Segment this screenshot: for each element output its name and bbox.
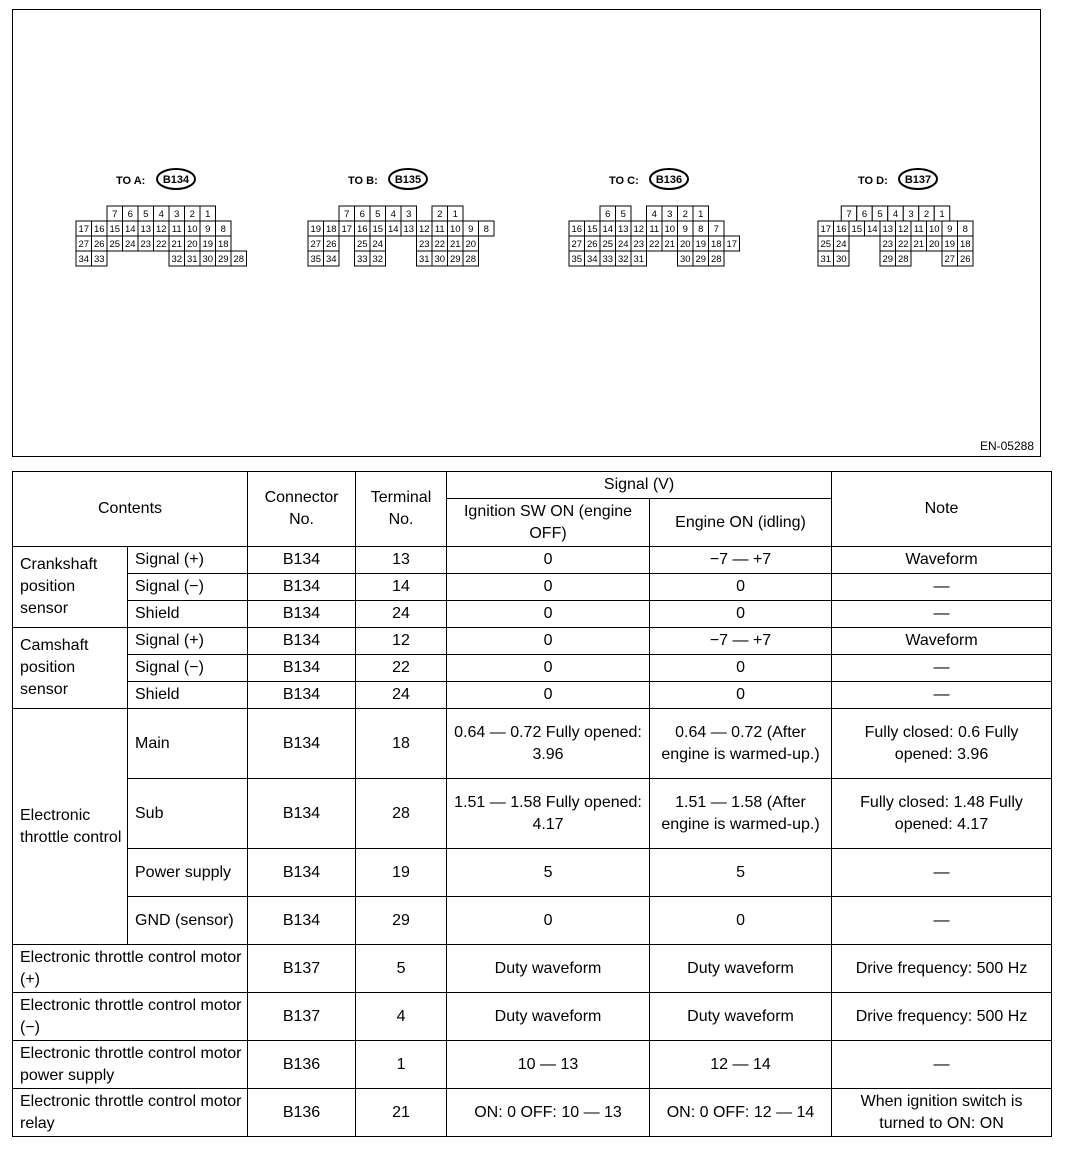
pin-number: 16	[571, 224, 583, 235]
row-terminal: 13	[356, 547, 447, 574]
pin-number: 3	[667, 209, 673, 220]
pin-number: 1	[452, 209, 458, 220]
row-terminal: 18	[356, 709, 447, 779]
row-ignition-on: Duty waveform	[447, 993, 650, 1041]
row-connector: B136	[248, 1041, 356, 1089]
pin-number: 2	[189, 209, 195, 220]
pin-number: 9	[682, 224, 688, 235]
header-ignition-on: Ignition SW ON (engine OFF)	[447, 499, 650, 547]
header-engine-on: Engine ON (idling)	[650, 499, 832, 547]
row-ignition-on: Duty waveform	[447, 945, 650, 993]
group-crankshaft: Crankshaft position sensor	[13, 547, 128, 628]
header-contents: Contents	[13, 472, 248, 547]
pin-number: 15	[851, 224, 863, 235]
pin-number: 31	[418, 254, 430, 265]
row-connector: B134	[248, 849, 356, 897]
row-terminal: 28	[356, 779, 447, 849]
connector-b136	[569, 169, 740, 266]
row-connector: B134	[248, 709, 356, 779]
group-throttle: Electronic throttle control	[13, 709, 128, 945]
row-ignition-on: 0	[447, 574, 650, 601]
pin-number: 29	[217, 254, 229, 265]
row-terminal: 22	[356, 655, 447, 682]
row-note: —	[832, 849, 1052, 897]
pin-number: 9	[468, 224, 474, 235]
pin-number: 13	[140, 224, 152, 235]
group-camshaft: Camshaft position sensor	[13, 628, 128, 709]
pin-number: 24	[617, 239, 629, 250]
row-ignition-on: 0	[447, 628, 650, 655]
pin-number: 1	[205, 209, 211, 220]
connector-id: B137	[904, 174, 932, 186]
pin-number: 1	[939, 209, 945, 220]
pin-number: 28	[710, 254, 722, 265]
header-note: Note	[832, 472, 1052, 547]
row-terminal: 24	[356, 682, 447, 709]
pin-number: 20	[679, 239, 691, 250]
pin-number: 16	[356, 224, 368, 235]
row-connector: B137	[248, 993, 356, 1041]
pin-number: 15	[109, 224, 121, 235]
row-item: Electronic throttle control motor relay	[13, 1089, 248, 1137]
pin-number: 32	[171, 254, 183, 265]
pin-number: 35	[310, 254, 322, 265]
row-note: Fully closed: 0.6 Fully opened: 3.96	[832, 709, 1052, 779]
pin-number: 8	[483, 224, 489, 235]
row-note: Waveform	[832, 628, 1052, 655]
pin-number: 18	[710, 239, 722, 250]
table-row	[13, 655, 1052, 682]
pin-number: 12	[418, 224, 430, 235]
pin-number: 24	[835, 239, 847, 250]
table-row	[13, 601, 1052, 628]
pin-number: 5	[620, 209, 626, 220]
table-row	[13, 779, 1052, 849]
pin-number: 14	[124, 224, 136, 235]
pin-number: 8	[962, 224, 968, 235]
table-row	[13, 547, 1052, 574]
pin-number: 3	[908, 209, 914, 220]
row-ignition-on: 0.64 — 0.72 Fully opened: 3.96	[447, 709, 650, 779]
pin-number: 16	[93, 224, 105, 235]
row-item: Power supply	[128, 849, 248, 897]
pin-number: 23	[633, 239, 645, 250]
pin-number: 7	[344, 209, 350, 220]
table-row	[13, 849, 1052, 897]
pin-number: 25	[602, 239, 614, 250]
table-row	[13, 628, 1052, 655]
pin-number: 28	[465, 254, 477, 265]
pin-number: 10	[449, 224, 461, 235]
row-engine-on: 0	[650, 574, 832, 601]
row-ignition-on: 1.51 — 1.58 Fully opened: 4.17	[447, 779, 650, 849]
row-connector: B134	[248, 779, 356, 849]
row-terminal: 12	[356, 628, 447, 655]
row-ignition-on: 0	[447, 655, 650, 682]
pin-number: 30	[434, 254, 446, 265]
row-ignition-on: ON: 0 OFF: 10 — 13	[447, 1089, 650, 1137]
table-row	[13, 1041, 1052, 1089]
row-ignition-on: 0	[447, 897, 650, 945]
pin-number: 28	[897, 254, 909, 265]
pin-number: 24	[372, 239, 384, 250]
pin-number: 29	[882, 254, 894, 265]
row-terminal: 5	[356, 945, 447, 993]
connector-label: TO B:	[348, 175, 378, 187]
table-row	[13, 1089, 1052, 1137]
row-note: Waveform	[832, 547, 1052, 574]
pin-number: 2	[682, 209, 688, 220]
pin-number: 25	[820, 239, 832, 250]
pin-number: 33	[602, 254, 614, 265]
row-terminal: 4	[356, 993, 447, 1041]
pin-number: 19	[944, 239, 956, 250]
pin-number: 22	[434, 239, 446, 250]
pin-number: 15	[372, 224, 384, 235]
row-note: —	[832, 682, 1052, 709]
row-note: —	[832, 655, 1052, 682]
pin-number: 6	[861, 209, 868, 220]
pin-number: 6	[359, 209, 365, 220]
row-engine-on: 0	[650, 682, 832, 709]
pin-number: 29	[449, 254, 461, 265]
row-item: Electronic throttle control motor (−)	[13, 993, 248, 1041]
row-connector: B134	[248, 682, 356, 709]
pin-number: 13	[882, 224, 894, 235]
row-note: —	[832, 574, 1052, 601]
pin-number: 8	[220, 224, 226, 235]
row-item: Sub	[128, 779, 248, 849]
connector-id: B134	[162, 174, 190, 186]
pin-number: 1	[698, 209, 704, 220]
connector-b135	[308, 169, 494, 266]
pin-number: 2	[437, 209, 443, 220]
pin-number: 17	[726, 239, 738, 250]
row-item: Signal (+)	[128, 628, 248, 655]
table-row	[13, 897, 1052, 945]
row-terminal: 29	[356, 897, 447, 945]
pin-number: 26	[959, 254, 971, 265]
pin-number: 12	[155, 224, 167, 235]
pin-number: 3	[406, 209, 412, 220]
row-item: Electronic throttle control motor power supply	[13, 1041, 248, 1089]
pin-number: 4	[158, 209, 164, 220]
row-engine-on: −7 — +7	[650, 547, 832, 574]
pin-number: 10	[186, 224, 198, 235]
pin-number: 13	[617, 224, 629, 235]
pin-number: 21	[664, 239, 676, 250]
row-item: Signal (+)	[128, 547, 248, 574]
row-item: Main	[128, 709, 248, 779]
pin-number: 19	[202, 239, 214, 250]
pin-number: 25	[356, 239, 368, 250]
row-item: Signal (−)	[128, 574, 248, 601]
connector-label: TO A:	[116, 175, 146, 187]
table-row	[13, 993, 1052, 1041]
row-terminal: 1	[356, 1041, 447, 1089]
pin-number: 4	[390, 209, 396, 220]
row-note: When ignition switch is turned to ON: ON	[832, 1089, 1052, 1137]
header-signal: Signal (V)	[447, 472, 832, 499]
pin-number: 20	[465, 239, 477, 250]
row-item: Shield	[128, 601, 248, 628]
row-note: —	[832, 601, 1052, 628]
pin-number: 30	[679, 254, 691, 265]
pin-number: 26	[325, 239, 337, 250]
pin-number: 18	[959, 239, 971, 250]
row-engine-on: ON: 0 OFF: 12 — 14	[650, 1089, 832, 1137]
pin-number: 20	[186, 239, 198, 250]
connector-id: B136	[655, 174, 683, 186]
pin-number: 17	[341, 224, 353, 235]
row-engine-on: 12 — 14	[650, 1041, 832, 1089]
row-item: Signal (−)	[128, 655, 248, 682]
row-item: Shield	[128, 682, 248, 709]
pin-number: 14	[866, 224, 878, 235]
row-ignition-on: 0	[447, 547, 650, 574]
connector-label: TO C:	[609, 175, 639, 187]
pin-number: 34	[325, 254, 337, 265]
pin-number: 23	[418, 239, 430, 250]
pin-number: 19	[695, 239, 707, 250]
row-item: Electronic throttle control motor (+)	[13, 945, 248, 993]
row-engine-on: 0	[650, 601, 832, 628]
row-terminal: 14	[356, 574, 447, 601]
row-engine-on: 0	[650, 897, 832, 945]
header-terminal: Terminal No.	[356, 472, 447, 547]
row-engine-on: Duty waveform	[650, 945, 832, 993]
row-ignition-on: 5	[447, 849, 650, 897]
pin-number: 12	[633, 224, 645, 235]
row-note: Drive frequency: 500 Hz	[832, 945, 1052, 993]
table-row	[13, 574, 1052, 601]
pin-number: 30	[835, 254, 847, 265]
row-engine-on: −7 — +7	[650, 628, 832, 655]
pin-number: 15	[586, 224, 598, 235]
header-connector: Connector No.	[248, 472, 356, 547]
pin-number: 8	[698, 224, 704, 235]
connector-diagram	[12, 9, 1041, 457]
row-ignition-on: 0	[447, 682, 650, 709]
pin-number: 5	[877, 209, 883, 220]
pin-number: 26	[93, 239, 105, 250]
row-ignition-on: 10 — 13	[447, 1041, 650, 1089]
pin-number: 30	[202, 254, 214, 265]
row-connector: B134	[248, 897, 356, 945]
row-note: Fully closed: 1.48 Fully opened: 4.17	[832, 779, 1052, 849]
pin-number: 4	[892, 209, 899, 220]
pin-number: 31	[820, 254, 832, 265]
row-ignition-on: 0	[447, 601, 650, 628]
connector-b134	[76, 169, 247, 266]
pin-number: 29	[695, 254, 707, 265]
row-terminal: 21	[356, 1089, 447, 1137]
row-engine-on: 0.64 — 0.72 (After engine is warmed-up.)	[650, 709, 832, 779]
figure-code: EN-05288	[979, 439, 1034, 453]
pin-number: 27	[944, 254, 956, 265]
pin-number: 7	[846, 209, 852, 220]
header-row-1	[13, 472, 1052, 499]
pin-number: 21	[449, 239, 461, 250]
pin-number: 33	[93, 254, 105, 265]
pin-number: 7	[713, 224, 719, 235]
pin-number: 11	[649, 224, 660, 235]
pin-number: 17	[78, 224, 90, 235]
row-connector: B134	[248, 574, 356, 601]
pin-number: 33	[356, 254, 368, 265]
pin-number: 18	[217, 239, 229, 250]
pin-number: 19	[310, 224, 322, 235]
pin-number: 7	[112, 209, 118, 220]
pin-number: 18	[325, 224, 337, 235]
row-item: GND (sensor)	[128, 897, 248, 945]
pin-number: 23	[882, 239, 894, 250]
pin-number: 14	[387, 224, 399, 235]
connector-id: B135	[394, 174, 422, 186]
table-row	[13, 945, 1052, 993]
row-note: —	[832, 1041, 1052, 1089]
row-note: Drive frequency: 500 Hz	[832, 993, 1052, 1041]
pin-number: 10	[664, 224, 676, 235]
row-note: —	[832, 897, 1052, 945]
pin-number: 21	[913, 239, 925, 250]
connector-label: TO D:	[858, 175, 888, 187]
pin-number: 9	[947, 224, 953, 235]
pin-number: 32	[617, 254, 629, 265]
pin-number: 5	[375, 209, 381, 220]
pin-number: 27	[571, 239, 583, 250]
pin-number: 31	[186, 254, 198, 265]
row-connector: B136	[248, 1089, 356, 1137]
pin-number: 23	[140, 239, 152, 250]
pin-number: 34	[78, 254, 90, 265]
row-connector: B134	[248, 628, 356, 655]
row-engine-on: 5	[650, 849, 832, 897]
pin-number: 27	[310, 239, 322, 250]
pin-number: 22	[648, 239, 660, 250]
pin-number: 28	[233, 254, 245, 265]
row-terminal: 19	[356, 849, 447, 897]
pin-number: 20	[928, 239, 940, 250]
pin-number: 26	[586, 239, 598, 250]
pin-number: 9	[205, 224, 211, 235]
pin-number: 27	[78, 239, 90, 250]
pin-number: 22	[155, 239, 167, 250]
pin-number: 4	[651, 209, 657, 220]
row-engine-on: Duty waveform	[650, 993, 832, 1041]
pin-number: 6	[605, 209, 611, 220]
connector-b137	[818, 169, 973, 266]
pin-number: 17	[820, 224, 832, 235]
table-row	[13, 682, 1052, 709]
pin-number: 10	[928, 224, 940, 235]
pin-number: 22	[897, 239, 909, 250]
table-row	[13, 709, 1052, 779]
pin-number: 12	[897, 224, 909, 235]
pin-number: 3	[174, 209, 180, 220]
pin-number: 5	[143, 209, 149, 220]
connector-diagram-svg	[13, 10, 1039, 455]
row-connector: B137	[248, 945, 356, 993]
pin-number: 14	[602, 224, 614, 235]
row-connector: B134	[248, 601, 356, 628]
row-connector: B134	[248, 655, 356, 682]
pin-number: 6	[127, 209, 133, 220]
pin-number: 2	[923, 209, 930, 220]
pin-number: 11	[171, 224, 182, 235]
signal-table	[12, 471, 1052, 1137]
pin-number: 24	[124, 239, 136, 250]
row-engine-on: 0	[650, 655, 832, 682]
pin-number: 35	[571, 254, 583, 265]
pin-number: 25	[109, 239, 121, 250]
pin-number: 21	[171, 239, 183, 250]
pin-number: 31	[633, 254, 645, 265]
pin-number: 11	[913, 224, 924, 235]
pin-number: 32	[372, 254, 384, 265]
pin-number: 34	[586, 254, 598, 265]
pin-number: 13	[403, 224, 415, 235]
row-terminal: 24	[356, 601, 447, 628]
pin-number: 11	[434, 224, 445, 235]
row-engine-on: 1.51 — 1.58 (After engine is warmed-up.)	[650, 779, 832, 849]
row-connector: B134	[248, 547, 356, 574]
pin-number: 16	[835, 224, 847, 235]
